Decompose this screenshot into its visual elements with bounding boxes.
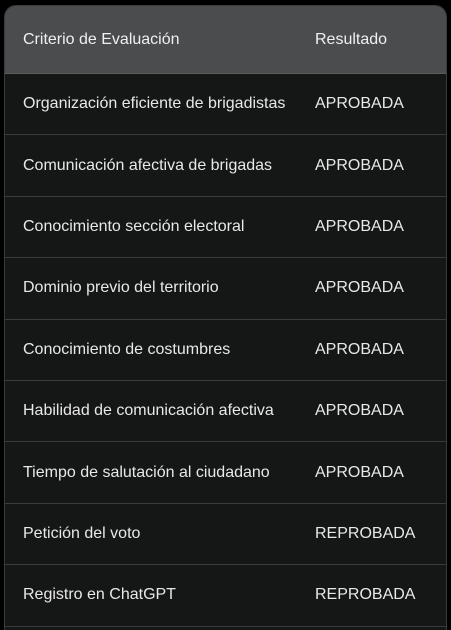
criterion-cell: Petición del voto <box>23 524 141 542</box>
result-cell: APROBADA <box>315 95 404 113</box>
criterion-cell: Habilidad de comunicación afectiva <box>23 402 274 420</box>
criterion-cell: Dominio previo del territorio <box>23 279 219 297</box>
table-row <box>5 135 446 196</box>
table-header <box>5 6 446 74</box>
table-row <box>5 74 446 135</box>
result-cell: APROBADA <box>315 217 404 235</box>
criterion-cell: Conocimiento sección electoral <box>23 217 245 235</box>
table-row <box>5 442 446 503</box>
result-cell: APROBADA <box>315 463 404 481</box>
table-row <box>5 381 446 442</box>
criterion-cell: Organización eficiente de brigadistas <box>23 95 286 113</box>
criterion-cell: Tiempo de salutación al ciudadano <box>23 463 270 481</box>
header-result: Resultado <box>315 30 388 48</box>
header-criterion: Criterio de Evaluación <box>23 30 180 48</box>
result-cell: APROBADA <box>315 279 404 297</box>
table-row <box>5 258 446 319</box>
result-cell: REPROBADA <box>315 524 416 542</box>
criterion-cell: Registro en ChatGPT <box>23 586 176 604</box>
result-cell: APROBADA <box>315 340 404 358</box>
criterion-cell: Comunicación afectiva de brigadas <box>23 156 273 174</box>
result-cell: REPROBADA <box>315 586 416 604</box>
result-cell: APROBADA <box>315 402 404 420</box>
result-cell: APROBADA <box>315 156 404 174</box>
table-row <box>5 320 446 381</box>
table-row <box>5 565 446 626</box>
table-row <box>5 197 446 258</box>
evaluation-table <box>4 5 447 630</box>
table-row <box>5 504 446 565</box>
criterion-cell: Conocimiento de costumbres <box>23 340 231 358</box>
